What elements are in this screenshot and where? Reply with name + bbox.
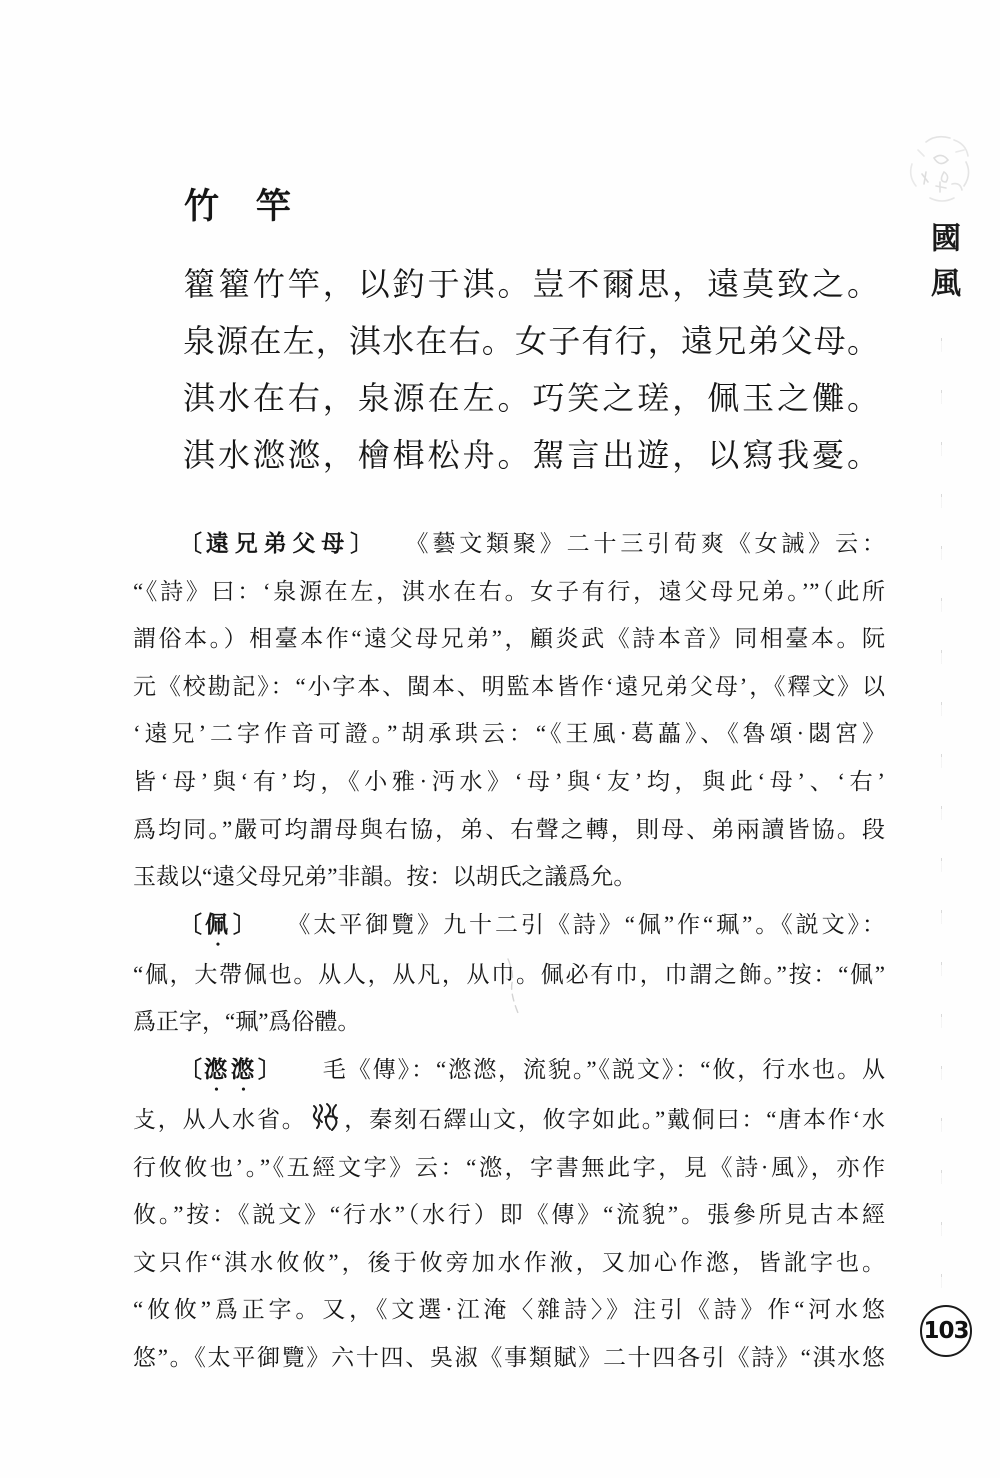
note-line: “佩，大帶佩也。从人，从凡，从巾。佩必有巾，巾謂之飾。”按：“佩” [133, 961, 885, 987]
note-line: 皆‘母’與‘有’均，《小雅·沔水》‘母’與‘友’均，與此‘母’、‘右’ [133, 768, 885, 794]
commentary-notes [133, 520, 885, 1382]
note-line: 攸。”按：《説文》“行水”（水行）即《傳》“流貌”。張參所見古本經 [133, 1202, 885, 1228]
headword-bracket: 〔 [179, 1056, 204, 1082]
note-youyou [133, 1046, 885, 1382]
note-line: 行攸攸也’。”《五經文字》云：“滺，字書無此字，見《詩·風》，亦作 [133, 1154, 885, 1180]
poem-line: 淇水在右，泉源在左。巧笑之瑳，佩玉之儺。 [183, 380, 879, 416]
note-text: ，秦刻石繹山文，攸字如此。”戴侗曰：“唐本作‘水 [342, 1106, 885, 1132]
headword-bracket: 〕 [257, 1056, 283, 1082]
note-pei [133, 901, 885, 1046]
note-line: 爲正字，“珮”爲俗體。 [133, 1009, 361, 1035]
publisher-seal-icon [896, 128, 988, 217]
note-line: 玉裁以“遠父母兄弟”非韻。按：以胡氏之議爲允。 [133, 864, 637, 890]
note-text: 《藝文類聚》二十三引荀爽《女誡》云： [417, 531, 886, 556]
note-line [133, 1096, 885, 1144]
headword-bracket: 〕 [350, 531, 377, 556]
seal-script-glyph-icon [310, 1101, 340, 1133]
note-line: 爲均同。”嚴可均謂母與右協，弟、右聲之轉，則母、弟兩讀皆協。段 [133, 816, 885, 842]
note-line: 悠”。《太平御覽》六十四、吳淑《事類賦》二十四各引《詩》“淇水悠 [133, 1344, 885, 1370]
note-line: “攸攸”爲正字。又，《文選·江淹〈雜詩〉》注引《詩》作“河水悠 [133, 1297, 885, 1323]
note-line: ‘遠兄’二字作音可證。”胡承珙云：“《王風·葛藟》、《魯頌·閟宮》 [133, 721, 885, 747]
page-number: 103 [923, 1318, 969, 1344]
headword-bracket: 〔 [179, 911, 205, 937]
note-text: 毛《傳》：“滺滺，流貌。”《説文》：“攸，行水也。从 [322, 1056, 886, 1082]
note-line [133, 1046, 885, 1096]
section-margin-label: 國風 [926, 222, 959, 312]
note-line: 文只作“淇水攸攸”，後于攸旁加水作浟，又加心作滺，皆訛字也。 [133, 1249, 885, 1275]
poem-title: 竹 竿 [184, 187, 293, 226]
note-line [133, 901, 885, 951]
note-line: 元《校勘記》：“小字本、閩本、明監本皆作‘遠兄弟父母’，《釋文》以 [133, 673, 885, 699]
note-line: “《詩》曰：‘泉源在左，淇水在右。女子有行，遠父母兄弟。’”（此所 [133, 578, 885, 604]
note-headword: 遠兄弟父母 [205, 531, 351, 556]
headword-bracket: 〔 [179, 531, 206, 556]
note-yuanxiongdifumu [133, 520, 885, 901]
note-line [133, 520, 885, 568]
poem-line: 泉源在左，淇水在右。女子有行，遠兄弟父母。 [183, 323, 879, 359]
page-number-badge [920, 1305, 972, 1357]
page-margin-line [941, 338, 942, 1298]
note-headword: 佩 [204, 911, 233, 937]
poem-line: 籊籊竹竿，以釣于淇。豈不爾思，遠莫致之。 [183, 266, 879, 302]
note-headword: 滺滺 [203, 1056, 258, 1082]
headword-bracket: 〕 [232, 911, 259, 937]
poem-text [183, 256, 879, 484]
poem-line: 淇水滺滺，檜楫松舟。駕言出遊，以寫我憂。 [183, 437, 879, 473]
note-text: 攴，从人水省。 [133, 1106, 307, 1132]
note-text: 《太平御覽》九十二引《詩》“佩”作“珮”。《説文》： [298, 911, 885, 937]
note-line: 謂俗本。）相臺本作“遠父母兄弟”，顧炎武《詩本音》同相臺本。阮 [133, 626, 885, 652]
